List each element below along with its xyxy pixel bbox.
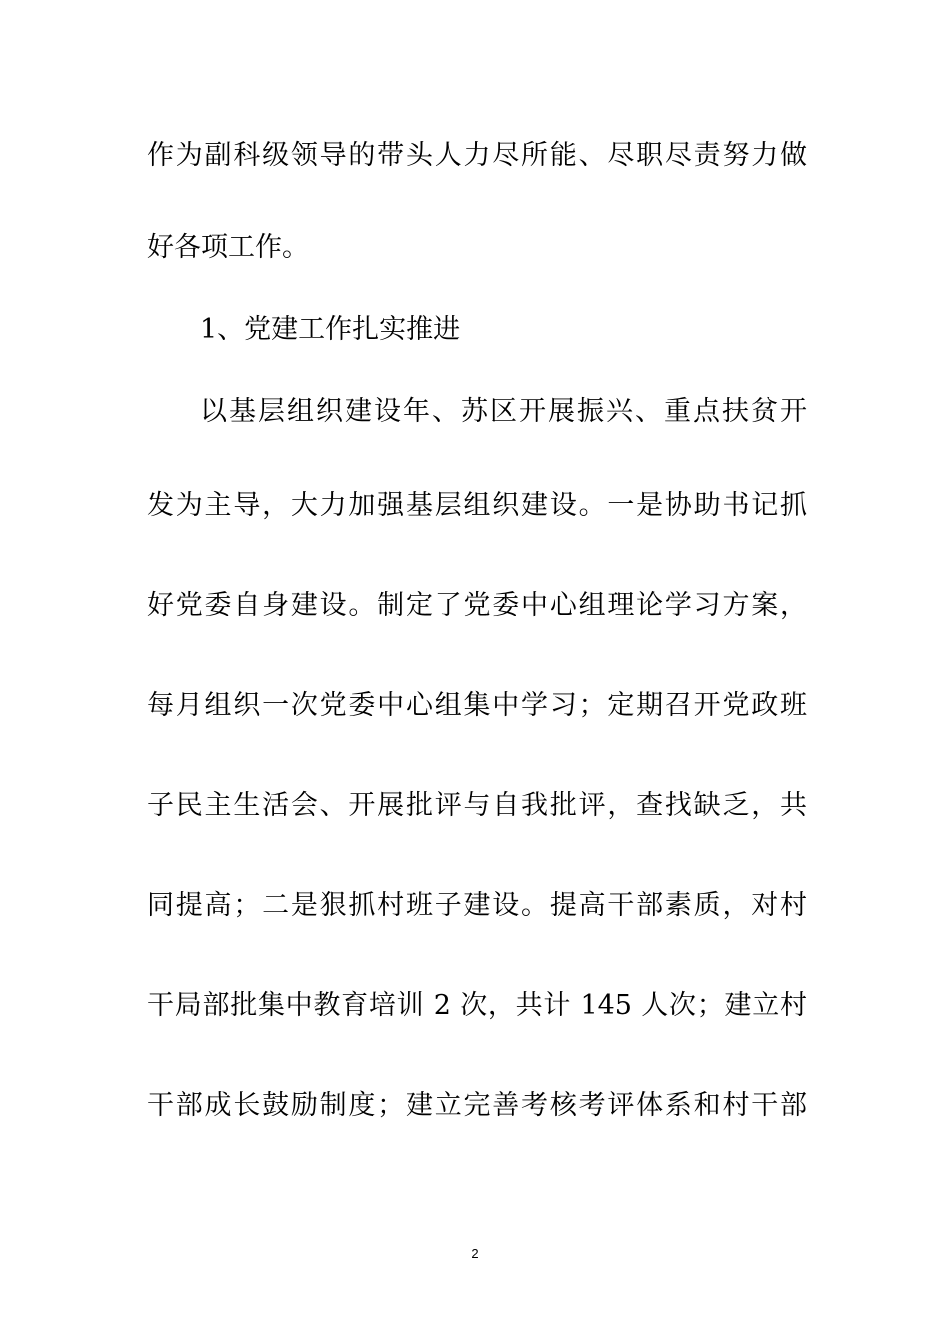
section-heading: 1、党建工作扎实推进 bbox=[200, 314, 461, 345]
page-number: 2 bbox=[471, 1246, 479, 1261]
paragraph-line: 以基层组织建设年、苏区开展振兴、重点扶贫开 bbox=[200, 396, 807, 427]
paragraph-line: 每月组织一次党委中心组集中学习；定期召开党政班 bbox=[147, 690, 807, 721]
paragraph-line: 作为副科级领导的带头人力尽所能、尽职尽责努力做 bbox=[147, 140, 807, 171]
paragraph-line: 子民主生活会、开展批评与自我批评，查找缺乏，共 bbox=[147, 790, 807, 821]
paragraph-line: 干部成长鼓励制度；建立完善考核考评体系和村干部 bbox=[147, 1090, 807, 1121]
paragraph-line: 好各项工作。 bbox=[147, 232, 309, 263]
paragraph-line: 同提高；二是狠抓村班子建设。提高干部素质，对村 bbox=[147, 890, 807, 921]
paragraph-line: 好党委自身建设。制定了党委中心组理论学习方案， bbox=[147, 590, 807, 621]
paragraph-line: 发为主导，大力加强基层组织建设。一是协助书记抓 bbox=[147, 490, 807, 521]
paragraph-line: 干局部批集中教育培训 2 次，共计 145 人次；建立村 bbox=[147, 990, 807, 1021]
